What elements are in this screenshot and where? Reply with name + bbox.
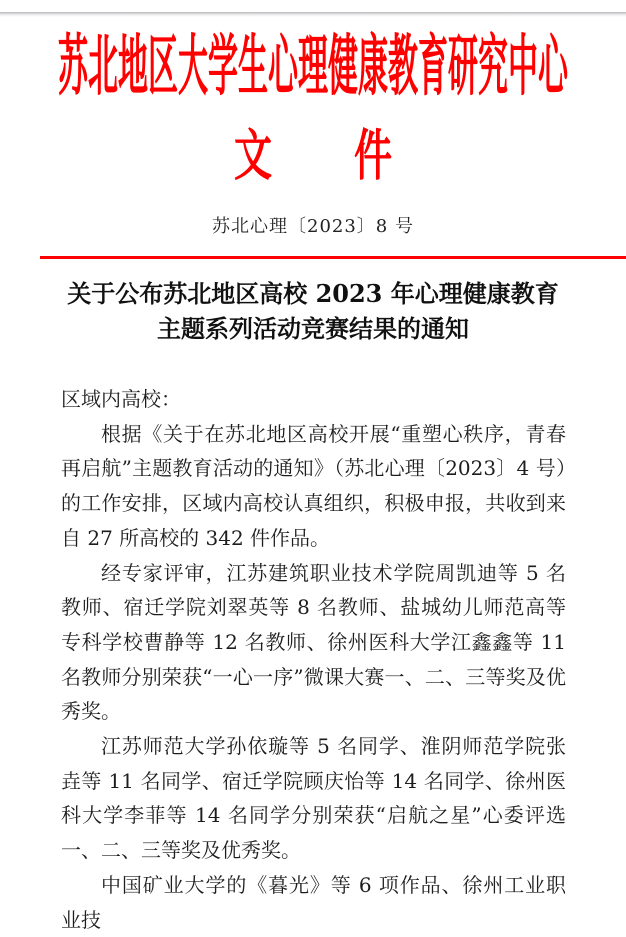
body-paragraphs (61, 417, 566, 937)
document-title-line-2: 主题系列活动竞赛结果的通知 (157, 314, 469, 343)
body-paragraph: 根据《关于在苏北地区高校开展“重塑心秩序，青春再启航”主题教育活动的通知》（苏北心理〔2023〕4 号）的工作安排，区域内高校认真组织，积极申报，共收到来自 27 所高校的 342 件作品。 (61, 421, 566, 550)
letterhead-org-name-row (0, 12, 626, 108)
letterhead-doc-type-row (0, 114, 626, 186)
body-paragraph: 经专家评审，江苏建筑职业技术学院周凯迪等 5 名教师、宿迁学院刘翠英等 8 名教师、盐城幼儿师范高等专科学校曹静等 12 名教师、徐州医科大学江鑫鑫等 11 名教师分别荣获“一心一序”微课大赛一、二、三等奖及优秀奖。 (61, 560, 566, 724)
salutation: 区域内高校： (61, 387, 181, 411)
letterhead-org-name: 苏北地区大学生心理健康教育研究中心 (58, 29, 568, 107)
official-document-page (0, 12, 626, 932)
document-title-line-1: 关于公布苏北地区高校 2023 年心理健康教育 (67, 279, 559, 308)
body-paragraph: 江苏师范大学孙依璇等 5 名同学、淮阴师范学院张垚等 11 名同学、宿迁学院顾庆怡等 14 名同学、徐州医科大学李菲等 14 名同学分别荣获“启航之星”心委评选一、二、三等奖及优秀奖。 (61, 734, 566, 863)
document-body (61, 382, 566, 937)
document-title (0, 276, 626, 346)
letterhead-doc-type: 文件 (233, 121, 474, 187)
red-divider-rule (40, 256, 626, 259)
document-number: 苏北心理〔2023〕8 号 (212, 216, 414, 237)
body-paragraph: 中国矿业大学的《暮光》等 6 项作品、徐州工业职业技 (61, 872, 566, 932)
